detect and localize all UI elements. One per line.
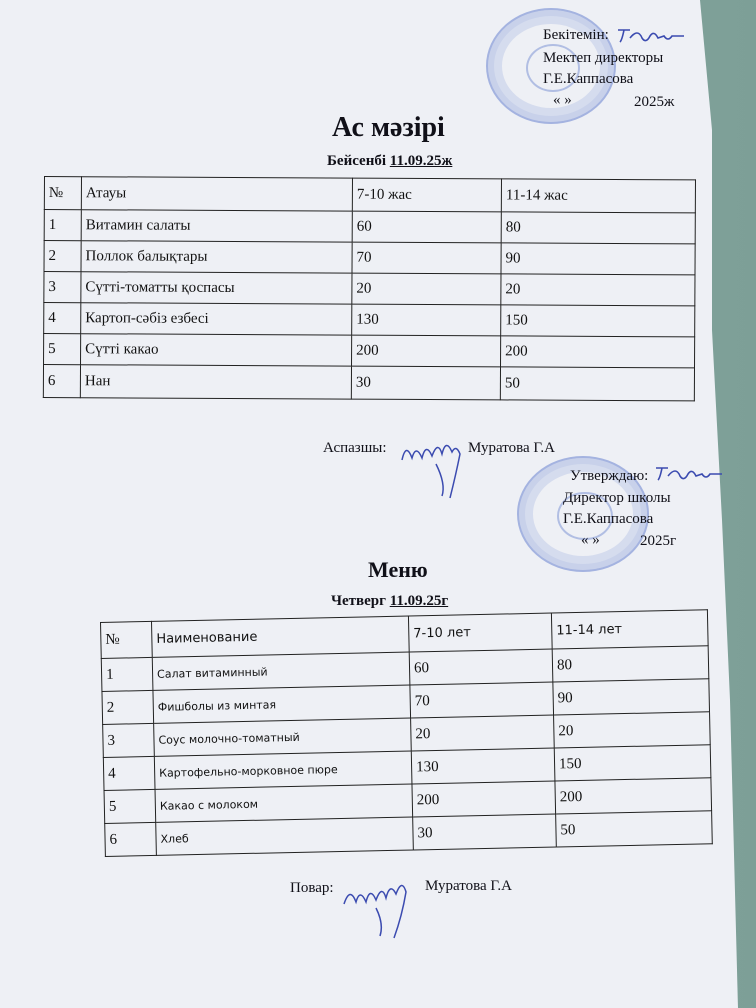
table-row	[44, 272, 695, 306]
cell-portion-11-14: 200	[501, 336, 695, 368]
cell-portion-11-14: 90	[501, 243, 695, 275]
cell-number: 1	[101, 657, 153, 691]
table-row	[44, 210, 695, 244]
cell-dish: Фишболы из минтая	[153, 685, 411, 723]
header-cell: Атауы	[81, 177, 352, 211]
table-header	[44, 177, 695, 213]
header-cell: 7-10 лет	[408, 613, 552, 652]
header-cell: 11-14 жас	[501, 179, 695, 213]
cell-portion-11-14: 80	[552, 646, 709, 682]
table-row	[44, 303, 695, 337]
approve-ru-line1: Утверждаю:	[570, 468, 649, 484]
day-name-ru: Четверг	[331, 593, 386, 609]
cook-name-ru: Муратова Г.А	[425, 878, 512, 894]
menu-table-ru	[100, 609, 713, 857]
cell-portion-7-10: 30	[351, 366, 500, 400]
table-row	[44, 241, 695, 275]
cell-dish: Поллок балықтары	[81, 241, 352, 273]
cell-dish: Соус молочно-томатный	[154, 718, 412, 756]
cell-dish: Какао с молоком	[155, 784, 413, 822]
cell-portion-11-14: 90	[553, 679, 710, 715]
director-signature-bottom	[654, 462, 724, 484]
approve-ru-date-quotes: « »	[581, 532, 600, 548]
director-signature-top	[616, 24, 686, 46]
page-title-kz: Ас мәзірі	[332, 112, 445, 143]
approve-kz-year: 2025ж	[634, 94, 675, 110]
header-cell: Наименование	[151, 616, 409, 657]
cell-number: 4	[103, 756, 155, 790]
cell-dish: Нан	[80, 365, 351, 399]
cell-portion-7-10: 70	[410, 682, 554, 718]
cell-portion-11-14: 50	[500, 367, 694, 401]
cell-dish: Сүтті какао	[81, 334, 352, 366]
approve-ru-year: 2025г	[640, 533, 677, 549]
cell-dish: Картоп-сәбіз езбесі	[81, 303, 352, 335]
header-cell: №	[44, 177, 81, 210]
page-title-ru: Меню	[368, 557, 428, 582]
cell-number: 2	[44, 241, 81, 272]
cell-portion-11-14: 200	[555, 778, 712, 814]
approve-kz-line1: Бекітемін:	[543, 27, 609, 43]
cell-number: 1	[44, 210, 81, 241]
cell-portion-11-14: 150	[554, 745, 711, 781]
cell-portion-7-10: 20	[352, 273, 501, 305]
cell-portion-11-14: 20	[554, 712, 711, 748]
cell-portion-7-10: 30	[413, 814, 557, 850]
day-name-kz: Бейсенбі	[327, 153, 387, 169]
cell-number: 3	[103, 723, 155, 757]
approve-kz-date-quotes: « »	[553, 92, 572, 108]
cell-dish: Сүтті-томатты қоспасы	[81, 272, 352, 304]
day-label-kz	[327, 153, 452, 170]
cell-number: 4	[44, 303, 81, 334]
cell-dish: Салат витаминный	[152, 652, 410, 690]
cell-portion-7-10: 60	[352, 211, 501, 243]
cell-portion-11-14: 50	[556, 811, 713, 847]
cell-portion-7-10: 60	[409, 649, 553, 685]
cell-dish: Витамин салаты	[81, 210, 352, 242]
approve-ru-line3: Г.Е.Каппасова	[563, 511, 654, 527]
cook-label-ru: Повар:	[290, 880, 334, 896]
cell-dish: Картофельно-морковное пюре	[154, 751, 412, 789]
table-row	[44, 334, 695, 368]
cell-portion-7-10: 130	[352, 304, 501, 336]
date-kz: 11.09.25ж	[389, 153, 453, 169]
cell-portion-7-10: 70	[352, 242, 501, 274]
cell-portion-7-10: 130	[411, 748, 555, 784]
cell-number: 2	[102, 690, 154, 724]
cook-name-kz: Муратова Г.А	[468, 440, 555, 456]
approve-kz-line3: Г.Е.Каппасова	[543, 71, 634, 87]
cell-dish: Хлеб	[156, 817, 414, 855]
approve-ru-line2: Директор школы	[563, 490, 671, 506]
cell-portion-7-10: 200	[412, 781, 556, 817]
day-label-ru	[331, 593, 448, 610]
cell-portion-11-14: 150	[501, 305, 695, 337]
cell-number: 3	[44, 272, 81, 303]
header-cell: 11-14 лет	[551, 610, 708, 649]
cell-number: 6	[105, 822, 157, 856]
cell-portion-7-10: 20	[411, 715, 555, 751]
menu-table-kz	[43, 176, 696, 401]
table-row	[43, 365, 694, 401]
cell-portion-7-10: 200	[352, 335, 501, 367]
cook-label-kz: Аспазшы:	[323, 440, 387, 456]
cook-signature-kz	[396, 424, 478, 504]
approve-kz-line2: Мектеп директоры	[543, 50, 664, 66]
date-ru: 11.09.25г	[389, 593, 449, 609]
cell-number: 6	[43, 365, 80, 398]
header-cell: №	[101, 621, 153, 658]
cook-signature-ru	[340, 868, 420, 942]
cell-portion-11-14: 80	[501, 212, 695, 244]
header-cell: 7-10 жас	[352, 178, 501, 212]
cell-number: 5	[104, 789, 156, 823]
cell-number: 5	[44, 334, 81, 365]
cell-portion-11-14: 20	[501, 274, 695, 306]
